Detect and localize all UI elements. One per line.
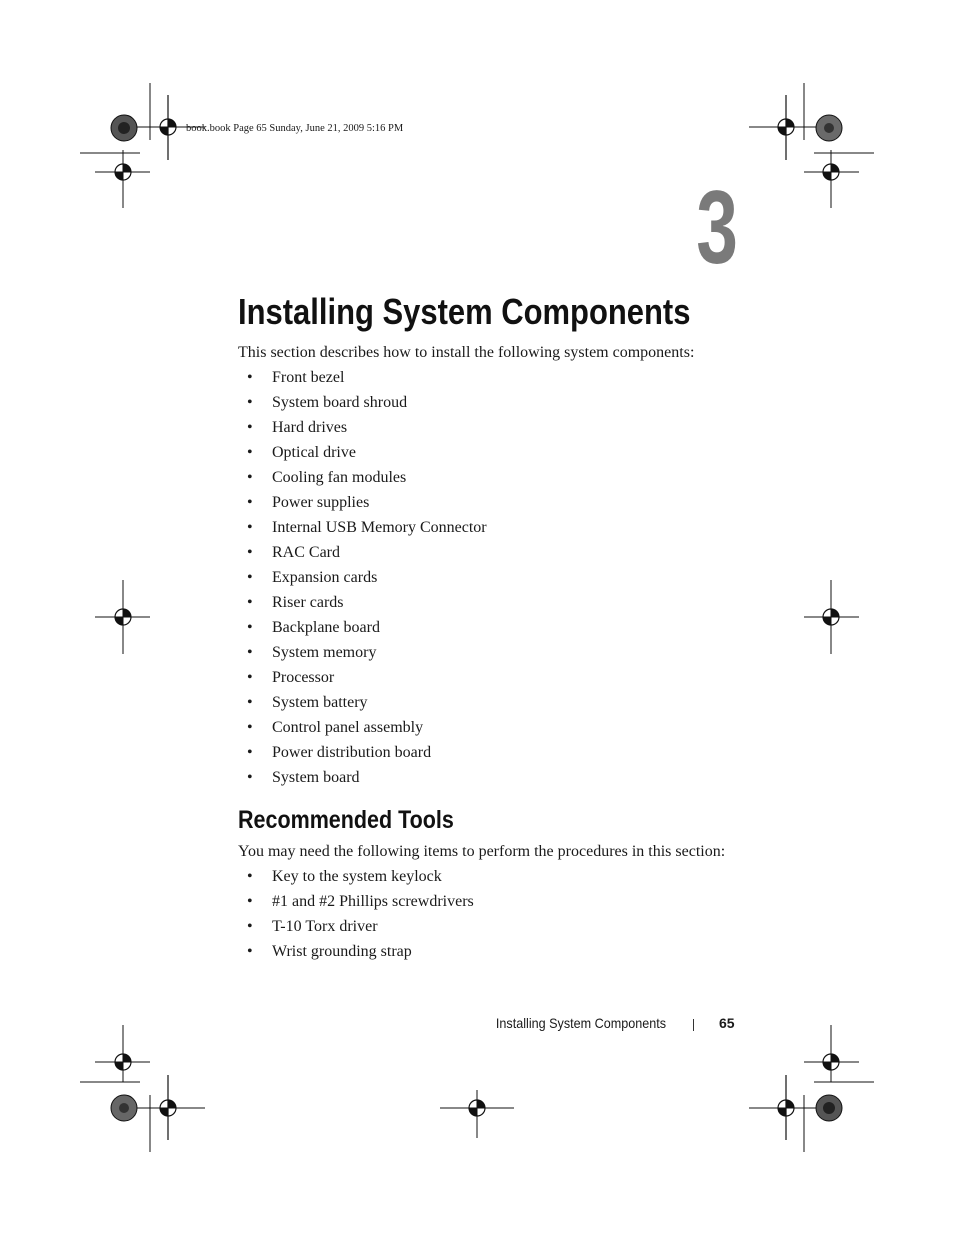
bullet-icon: • [247,369,253,386]
footer-divider [693,1019,694,1031]
list-item-text: System battery [272,694,368,711]
intro-paragraph: This section describes how to install the following system components: [238,344,695,361]
list-item [238,715,487,740]
list-item-text: Optical drive [272,444,356,461]
bullet-icon: • [247,769,253,786]
list-item [238,690,487,715]
list-item-text: #1 and #2 Phillips screwdrivers [272,893,474,910]
list-item-text: Key to the system keylock [272,868,442,885]
section-title: Recommended Tools [238,806,454,834]
components-list [238,365,487,790]
footer-section-title: Installing System Components [495,1015,666,1031]
bullet-icon: • [247,444,253,461]
list-item [238,490,487,515]
list-item-text: Processor [272,669,335,686]
list-item-text: Front bezel [272,369,345,386]
bullet-icon: • [247,494,253,511]
list-item-text: T-10 Torx driver [272,918,378,935]
list-item-text: RAC Card [272,544,340,561]
list-item-text: Backplane board [272,619,380,636]
bullet-icon: • [247,544,253,561]
bullet-icon: • [247,719,253,736]
list-item-text: Cooling fan modules [272,469,407,486]
list-item [238,440,487,465]
list-item-text: Internal USB Memory Connector [272,519,487,536]
bullet-icon: • [247,744,253,761]
tools-list [238,864,474,964]
list-item [238,565,487,590]
page-title: Installing System Components [238,291,691,332]
page-number: 65 [719,1015,735,1031]
print-slug: book.book Page 65 Sunday, June 21, 2009 5:16 PM [186,123,404,134]
list-item [238,365,487,390]
list-item-text: Hard drives [272,419,348,436]
list-item [238,640,487,665]
bullet-icon: • [247,669,253,686]
bullet-icon: • [247,419,253,436]
list-item [238,665,487,690]
bullet-icon: • [247,943,253,960]
list-item-text: Power distribution board [272,744,432,761]
bullet-icon: • [247,569,253,586]
list-item [238,515,487,540]
list-item [238,590,487,615]
list-item-text: Riser cards [272,594,344,611]
list-item-text: System board [272,769,360,786]
list-item [238,390,487,415]
list-item-text: Wrist grounding strap [272,943,412,960]
bullet-icon: • [247,918,253,935]
bullet-icon: • [247,694,253,711]
bullet-icon: • [247,594,253,611]
list-item [238,540,487,565]
chapter-number: 3 [696,170,738,286]
list-item-text: Power supplies [272,494,370,511]
list-item [238,765,487,790]
list-item [238,939,474,964]
bullet-icon: • [247,469,253,486]
list-item [238,465,487,490]
bullet-icon: • [247,893,253,910]
list-item-text: Expansion cards [272,569,378,586]
list-item [238,615,487,640]
bullet-icon: • [247,394,253,411]
list-item-text: System board shroud [272,394,408,411]
list-item [238,914,474,939]
list-item [238,415,487,440]
list-item [238,889,474,914]
list-item-text: System memory [272,644,377,661]
bullet-icon: • [247,868,253,885]
bullet-icon: • [247,519,253,536]
list-item [238,740,487,765]
tools-intro-paragraph: You may need the following items to perform the procedures in this section: [238,843,726,860]
bullet-icon: • [247,619,253,636]
bullet-icon: • [247,644,253,661]
list-item-text: Control panel assembly [272,719,424,736]
list-item [238,864,474,889]
